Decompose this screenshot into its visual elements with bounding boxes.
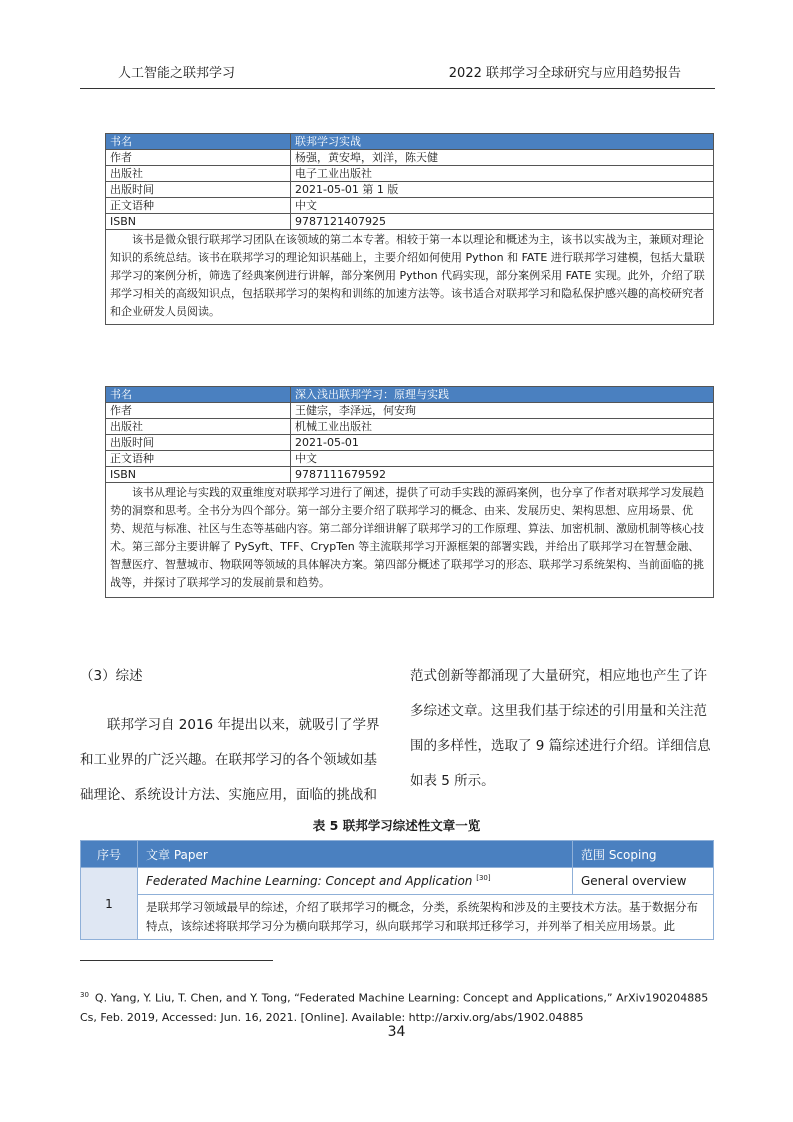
header-right-title: 2022 联邦学习全球研究与应用趋势报告	[448, 66, 681, 81]
text-column-right	[410, 659, 713, 799]
book-field-label: 正文语种	[106, 451, 291, 467]
book-description: 该书从理论与实践的双重维度对联邦学习进行了阐述，提供了可动手实践的源码案例，也分享了作者对联邦学习发展趋势的洞察和思考。全书分为四个部分。第一部分主要介绍了联邦学习的概念、由来、发展历史、架构思想、应用场景、优势、规范与标准、社区与生态等基础内容。第二部分详细讲解了联邦学习的工作原理、算法、加密机制、激励机制等核心技术。第三部分主要讲解了 PySyft、TFF、CrypTen 等主流联邦学习开源框架的部署实践，并给出了联邦学习在智慧金融、智慧医疗、智慧城市、物联网等领域的具体解决方案。第四部分概述了联邦学习的形态、联邦学习系统架构、当前面临的挑战等，并探讨了联邦学习的发展前景和趋势。	[106, 483, 714, 598]
book-author-value: 杨强，黄安埠，刘洋，陈天健	[291, 150, 714, 166]
book-field-label: ISBN	[106, 214, 291, 230]
book-author-value: 王健宗，李泽远，何安珣	[291, 403, 714, 419]
book-isbn-value: 9787111679592	[291, 467, 714, 483]
footnote-text: Q. Yang, Y. Liu, T. Chen, and Y. Tong, “Federated Machine Learning: Concept and Applications,” ArXiv190204885 Cs, Feb. 2019, Accessed: Jun. 16, 2021. [Online]. Available: http://arxiv.org/abs/1902.04885	[80, 991, 709, 1024]
page-number: 34	[387, 1024, 406, 1040]
citation-ref: [30]	[476, 874, 491, 882]
book-field-label: 作者	[106, 150, 291, 166]
text-column-left	[80, 659, 383, 813]
book-language-value: 中文	[291, 451, 714, 467]
header-left-title: 人工智能之联邦学习	[118, 66, 236, 81]
row-number: 1	[81, 868, 138, 940]
book-date-value: 2021-05-01 第 1 版	[291, 182, 714, 198]
column-header-scope: 范围 Scoping	[573, 841, 714, 868]
book-description: 该书是微众银行联邦学习团队在该领域的第二本专著。相较于第一本以理论和概述为主，该书以实战为主，兼顾对理论知识的系统总结。该书在联邦学习的理论知识基础上，主要介绍如何使用 Python 和 FATE 进行联邦学习建模，包括大量联邦学习的案例分析，筛选了经典案例进行讲解，部分案例用 Python 代码实现，部分案例采用 FATE 实现。此外，介绍了联邦学习相关的高级知识点，包括联邦学习的架构和训练的加速方法等。该书适合对联邦学习和隐私保护感兴趣的高校研究者和企业研发人员阅读。	[106, 230, 714, 325]
book-field-label: 书名	[106, 387, 291, 403]
header-rule	[80, 88, 715, 89]
book-field-label: 出版时间	[106, 182, 291, 198]
book-publisher-value: 机械工业出版社	[291, 419, 714, 435]
book-field-label: 出版社	[106, 166, 291, 182]
book-field-label: 出版时间	[106, 435, 291, 451]
survey-papers-table	[80, 840, 714, 940]
column-header-paper: 文章 Paper	[138, 841, 573, 868]
footnote-mark: 30	[80, 991, 89, 999]
paper-title-cell	[138, 868, 573, 895]
table-row	[81, 868, 714, 895]
book-publisher-value: 电子工业出版社	[291, 166, 714, 182]
book-info-table-1	[105, 133, 714, 325]
book-title-value: 联邦学习实战	[291, 134, 714, 150]
paragraph-left: 联邦学习自 2016 年提出以来，就吸引了学界和工业界的广泛兴趣。在联邦学习的各个领域如基础理论、系统设计方法、实施应用，面临的挑战和	[80, 717, 380, 803]
book-field-label: ISBN	[106, 467, 291, 483]
book-field-label: 作者	[106, 403, 291, 419]
table-row	[81, 895, 714, 940]
table-caption: 表 5 联邦学习综述性文章一览	[312, 818, 481, 833]
book-info-table-2	[105, 386, 714, 598]
book-title-value: 深入浅出联邦学习：原理与实践	[291, 387, 714, 403]
book-date-value: 2021-05-01	[291, 435, 714, 451]
paper-scope: General overview	[573, 868, 714, 895]
book-field-label: 书名	[106, 134, 291, 150]
book-isbn-value: 9787121407925	[291, 214, 714, 230]
footnote-rule	[80, 960, 273, 961]
section-title: （3）综述	[80, 668, 143, 684]
paper-title: Federated Machine Learning: Concept and Application	[146, 874, 473, 888]
footnote	[80, 986, 720, 1027]
book-language-value: 中文	[291, 198, 714, 214]
book-field-label: 出版社	[106, 419, 291, 435]
column-header-number: 序号	[81, 841, 138, 868]
book-field-label: 正文语种	[106, 198, 291, 214]
paragraph-right: 范式创新等都涌现了大量研究，相应地也产生了许多综述文章。这里我们基于综述的引用量和关注范围的多样性，选取了 9 篇综述进行介绍。详细信息如表 5 所示。	[410, 668, 711, 789]
paper-abstract: 是联邦学习领域最早的综述，介绍了联邦学习的概念，分类，系统架构和涉及的主要技术方法。基于数据分布特点，该综述将联邦学习分为横向联邦学习，纵向联邦学习和联邦迁移学习，并列举了相关应用场景。此	[138, 895, 714, 940]
